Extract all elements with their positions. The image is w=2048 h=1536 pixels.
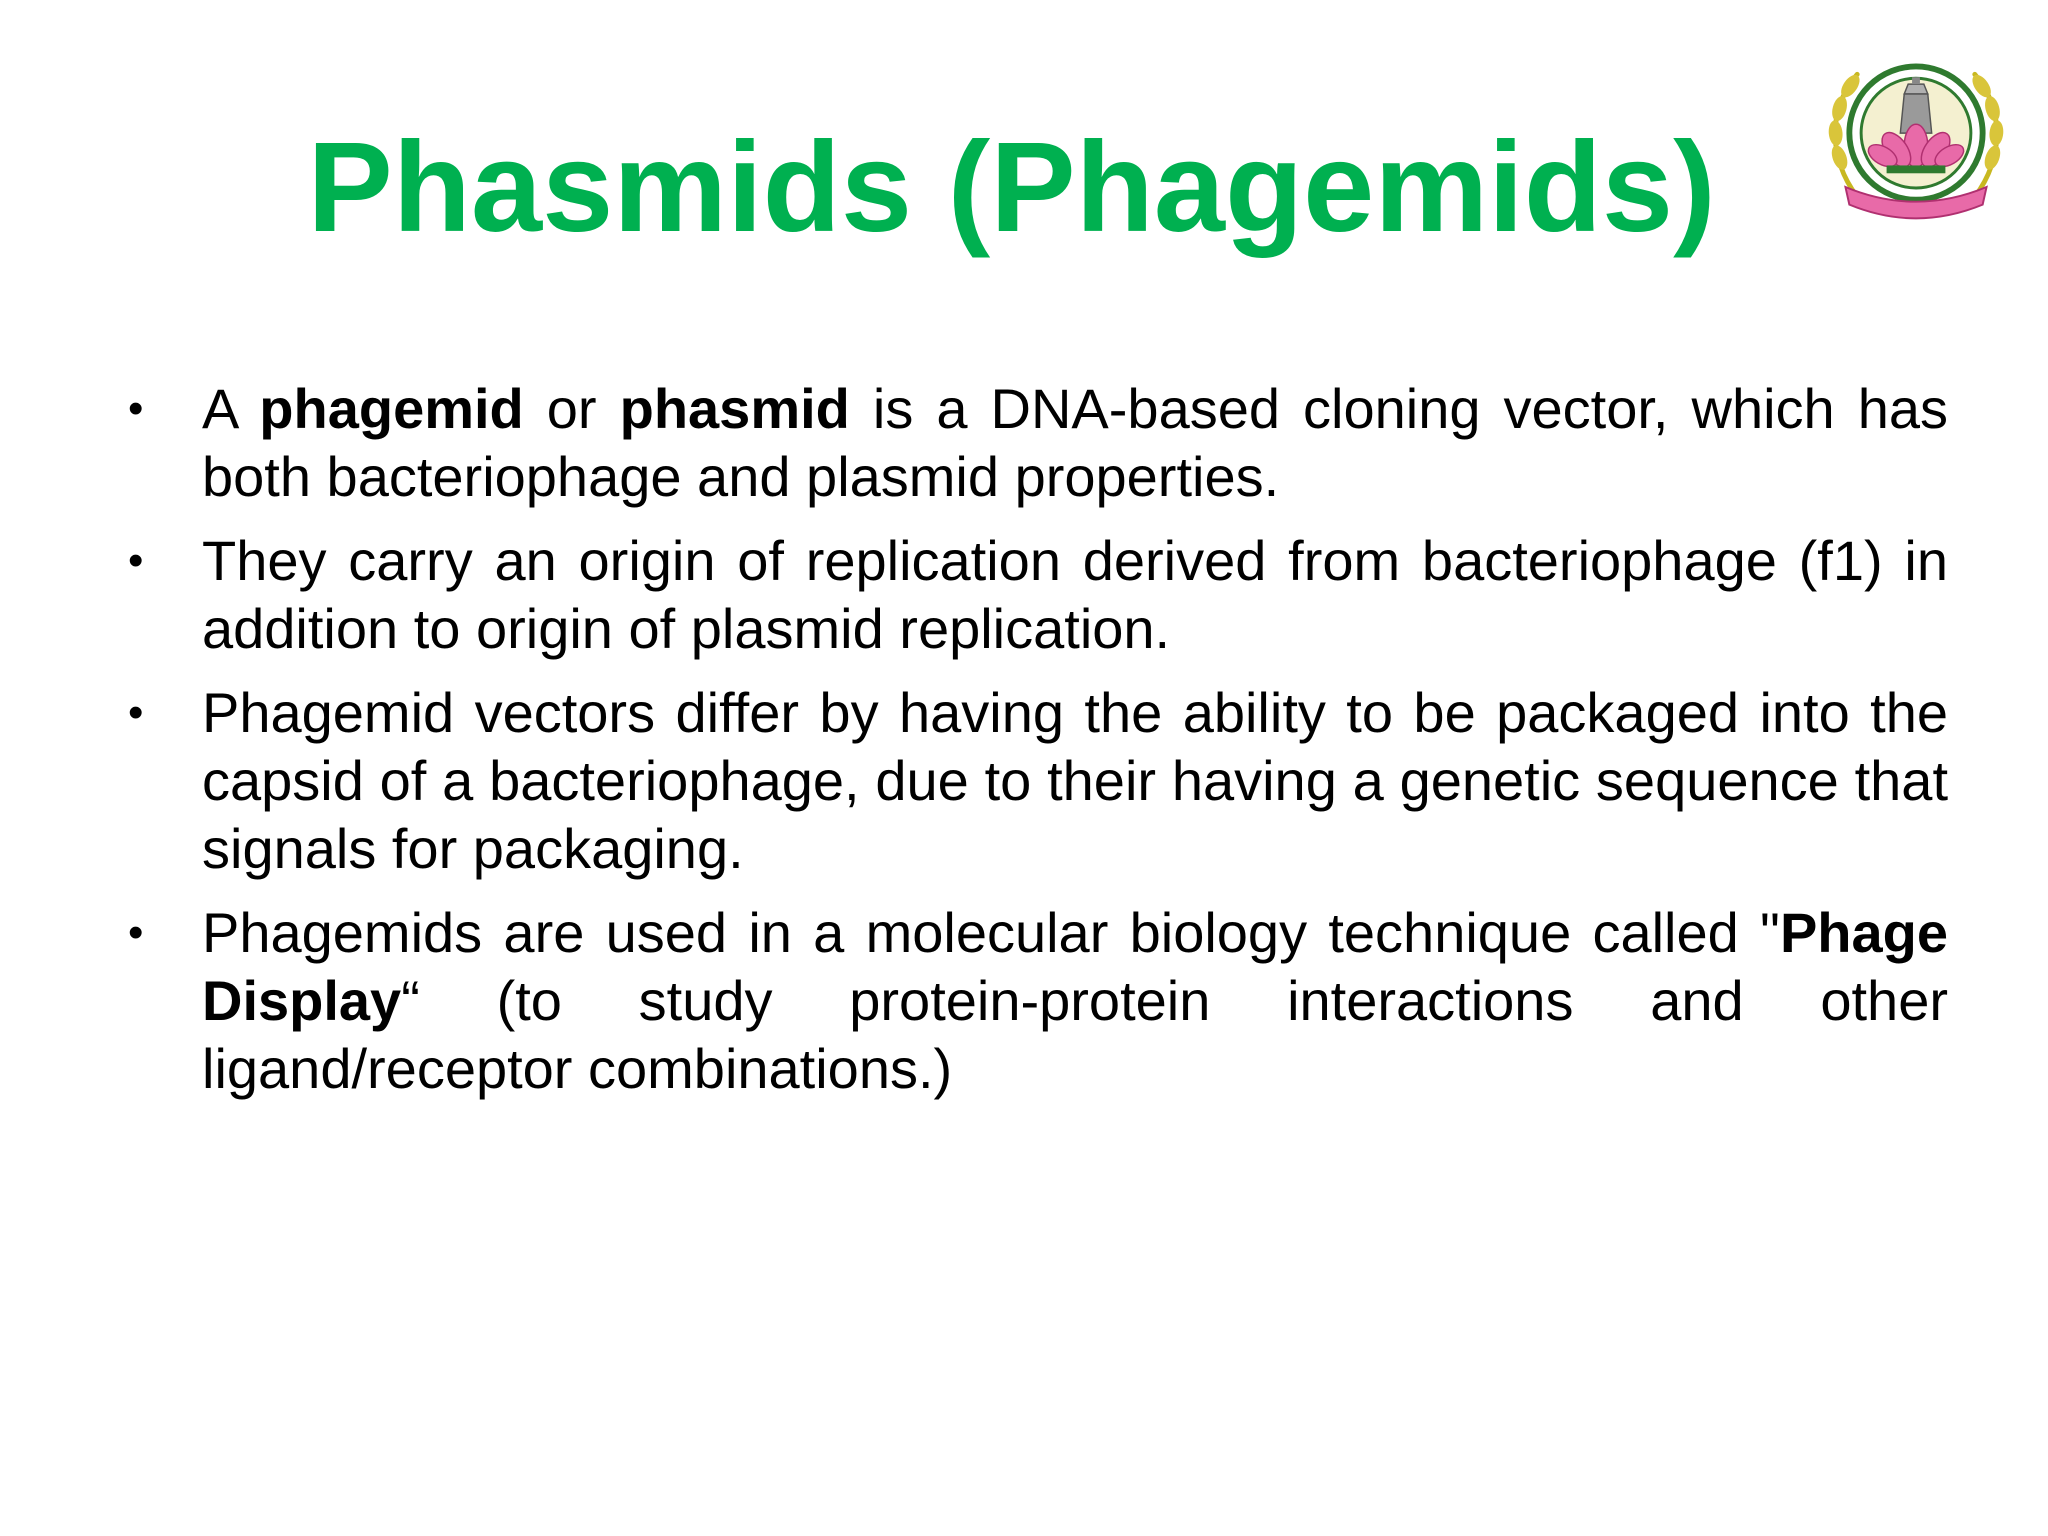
bullet-text: Phagemid vectors differ by having the ability to be packaged into the capsid of a bacteriophage, due to their having a genetic sequence that signals for packaging.: [202, 681, 1948, 880]
bullet-marker: •: [128, 384, 144, 433]
bullet-marker: •: [128, 536, 144, 585]
bold-term-phage-display: Phage Display: [202, 901, 1948, 1032]
slide-title: Phasmids (Phagemids): [307, 116, 1716, 259]
bullet-text: They carry an origin of replication derived from bacteriophage (f1) in addition to origin of plasmid replication.: [202, 529, 1948, 660]
bullet-item: [128, 899, 1948, 1103]
bullet-list: [128, 375, 1948, 1119]
bullet-item: [128, 375, 1948, 511]
bullet-text: “ (to study protein-protein interactions and other ligand/receptor combinations.): [202, 969, 1948, 1100]
university-seal-icon: [1818, 40, 2014, 236]
bullet-item: [128, 679, 1948, 883]
bullet-text: Phagemids are used in a molecular biology technique called ": [202, 901, 1780, 964]
bullet-text: A: [202, 377, 260, 440]
bold-term-phasmid: phasmid: [619, 377, 850, 440]
bullet-marker: •: [128, 908, 144, 957]
bullet-text: or: [523, 377, 620, 440]
bullet-item: [128, 527, 1948, 663]
bullet-marker: •: [128, 688, 144, 737]
bullet-text: is a DNA-based cloning vector, which has both bacteriophage and plasmid properties.: [202, 377, 1949, 508]
bold-term-phagemid: phagemid: [259, 377, 524, 440]
